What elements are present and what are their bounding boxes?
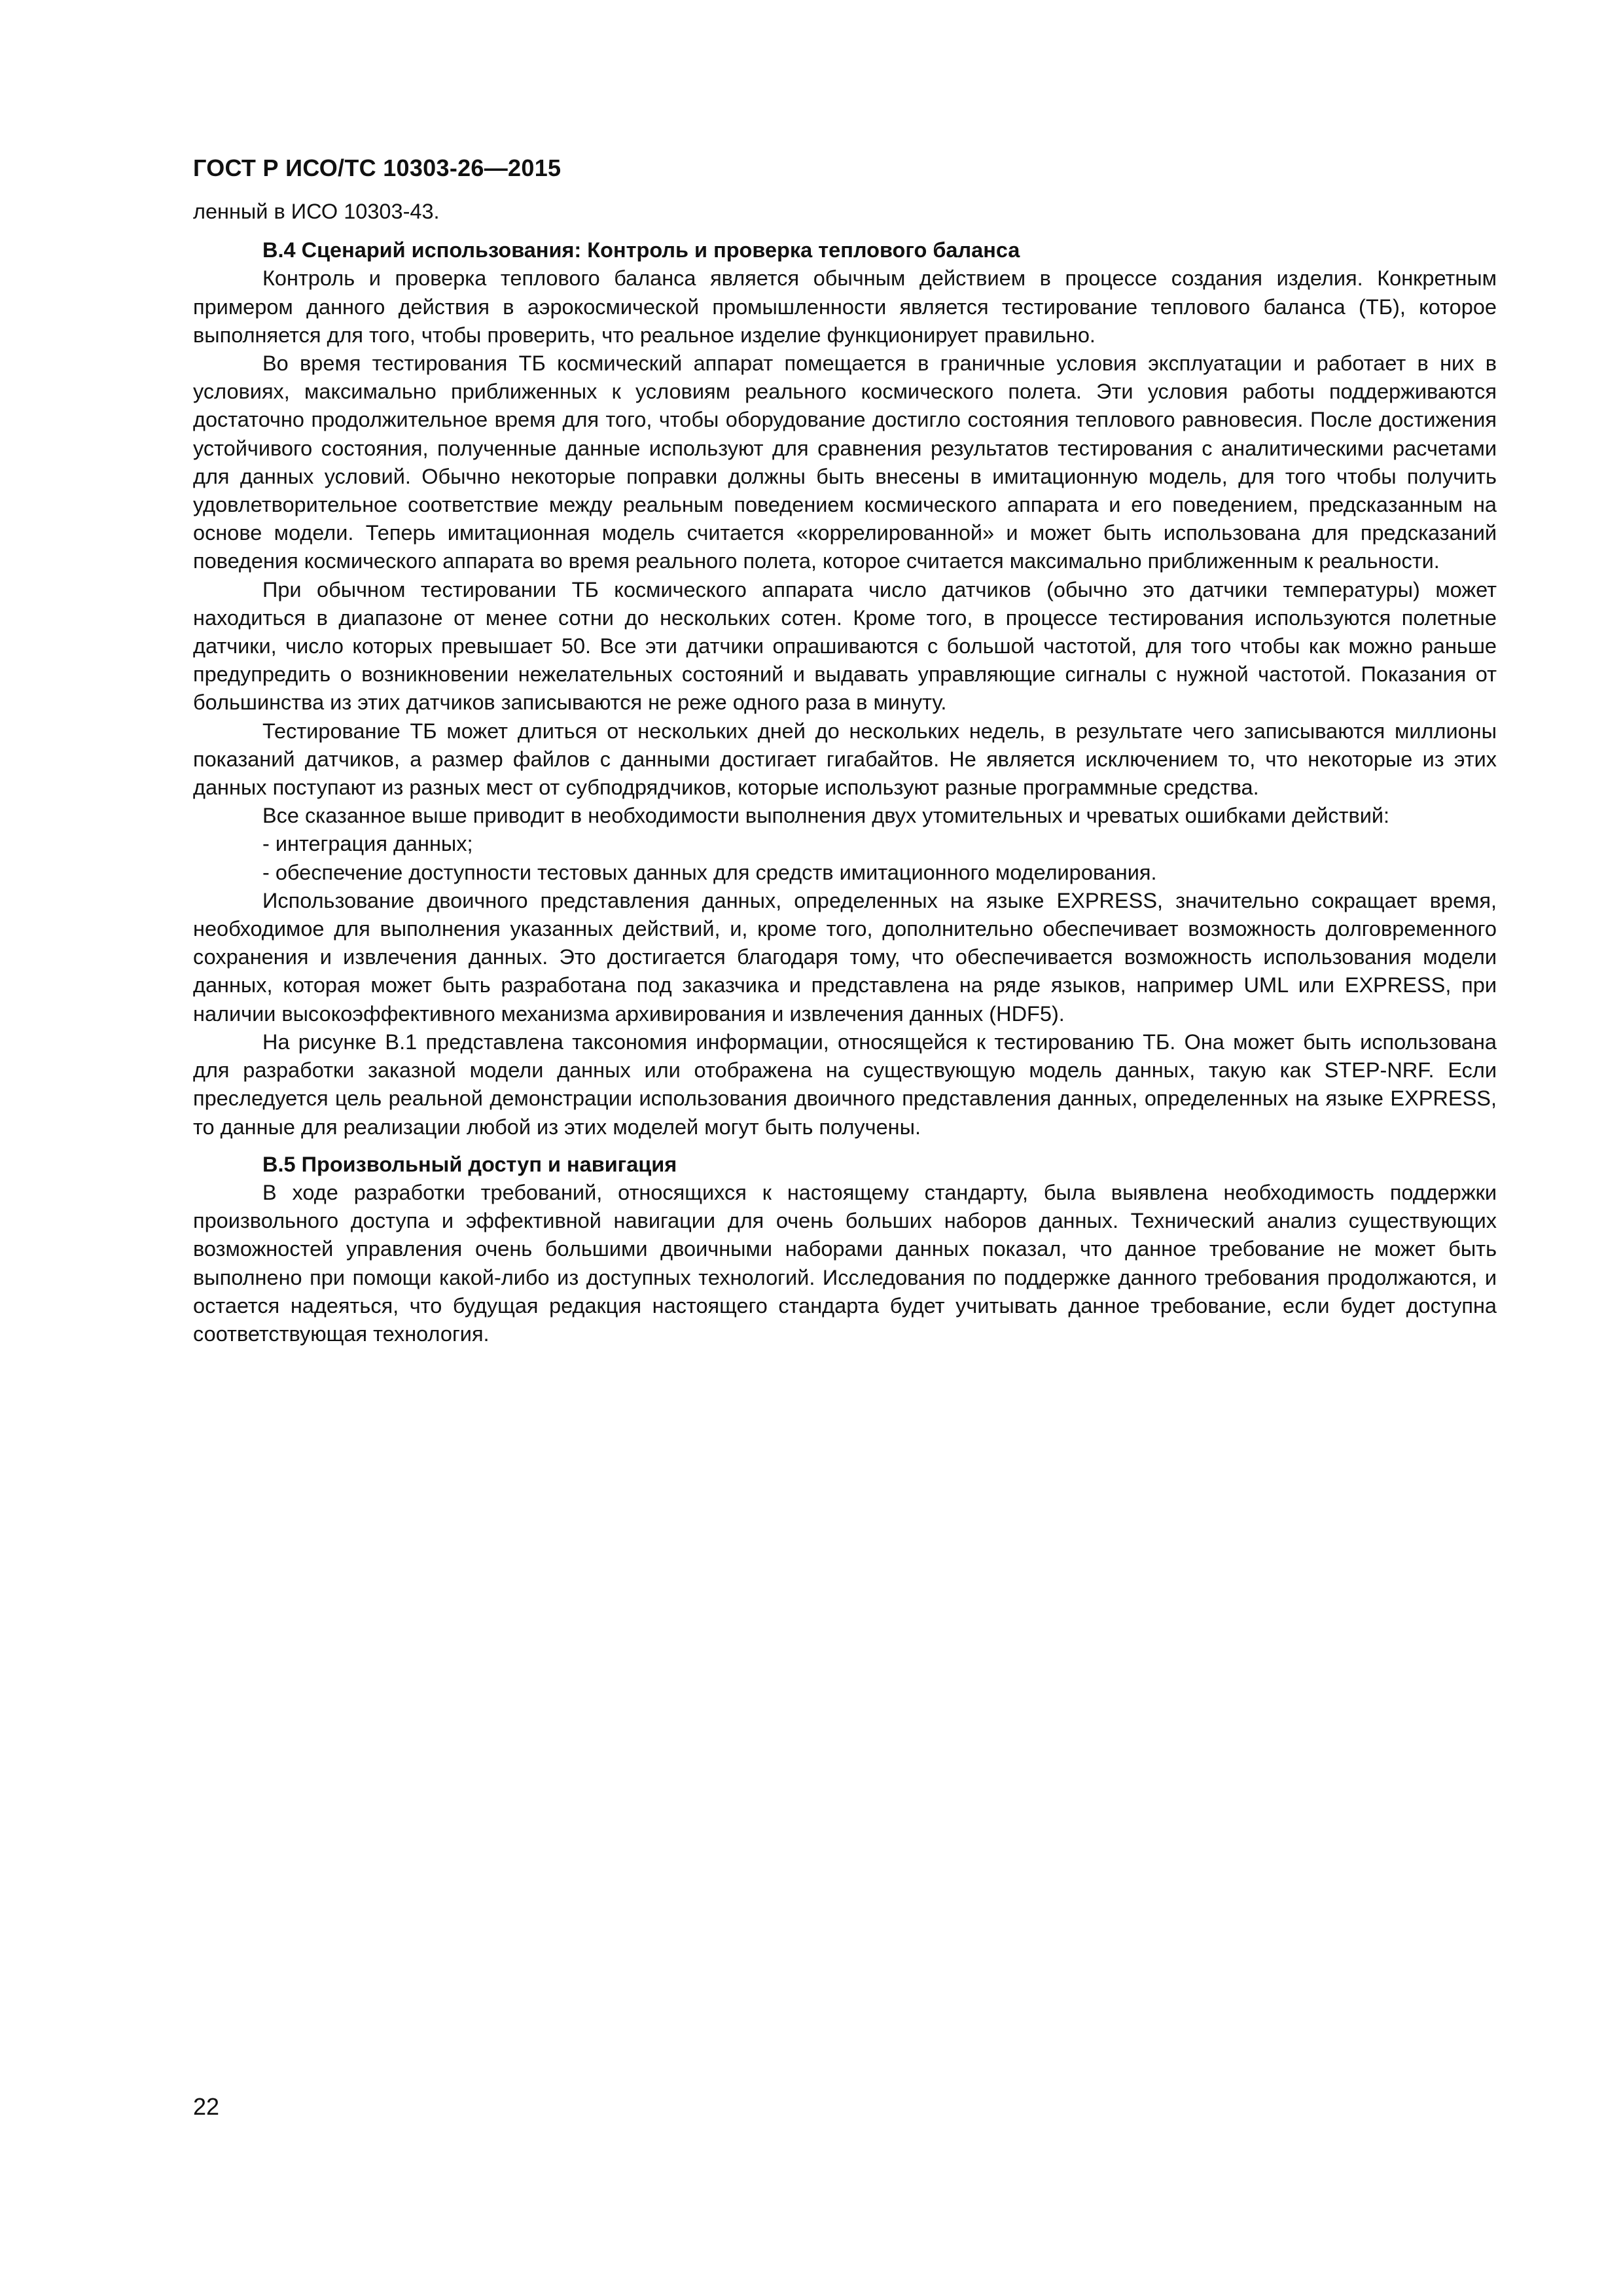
- list-item: - интеграция данных;: [262, 832, 473, 856]
- paragraph: В ходе разработки требований, относящихся к настоящему стандарту, была выявлена необходимость поддержки произвольного доступа и эффективной навигации для очень больших наборов данных. Технический анализ существующих возможностей управления очень большими двоичными наборами данных показал, что данное требование не может быть выполнено при помощи какой-либо из доступных технологий. Исследования по поддержке данного требования продолжаются, и остается надеяться, что будущая редакция настоящего стандарта будет учитывать данное требование, если будет доступна соответствующая технология.: [193, 1180, 1497, 1346]
- paragraph: Все сказанное выше приводит в необходимости выполнения двух утомительных и чреватых ошибками действий:: [262, 804, 1390, 828]
- list-item: - обеспечение доступности тестовых данных для средств имитационного моделирования.: [262, 860, 1157, 884]
- document-header: ГОСТ Р ИСО/ТС 10303-26—2015: [193, 154, 562, 181]
- continuation-text: ленный в ИСО 10303-43.: [193, 200, 440, 223]
- paragraph: Контроль и проверка теплового баланса является обычным действием в процессе создания изделия. Конкретным примером данного действия в аэрокосмической промышленности является тестирование теплового баланса (ТБ), которое выполняется для того, чтобы проверить, что реальное изделие функционирует правильно.: [193, 266, 1497, 347]
- page-number: 22: [193, 2093, 220, 2120]
- section-b5-heading: В.5 Произвольный доступ и навигация: [262, 1152, 677, 1176]
- paragraph: Использование двоичного представления данных, определенных на языке EXPRESS, значительно сокращает время, необходимое для выполнения указанных действий, и, кроме того, дополнительно обеспечивает возможность долговременного сохранения и извлечения данных. Это достигается благодаря тому, что обеспечивается возможность использования модели данных, которая может быть разработана под заказчика и представлена на ряде языков, например UML или EXPRESS, при наличии высокоэффективного механизма архивирования и извлечения данных (HDF5).: [193, 888, 1497, 1026]
- paragraph: Во время тестирования ТБ космический аппарат помещается в граничные условия эксплуатации и работает в них в условиях, максимально приближенных к условиям реального космического полета. Эти условия работы поддерживаются достаточно продолжительное время для того, чтобы оборудование достигло состояния теплового равновесия. После достижения устойчивого состояния, полученные данные используют для сравнения результатов тестирования с аналитическими расчетами для данных условий. Обычно некоторые поправки должны быть внесены в имитационную модель, для того чтобы получить удовлетворительное соответствие между реальным поведением космического аппарата и его поведением, предсказанным на основе модели. Теперь имитационная модель считается «коррелированной» и может быть использована для предсказаний поведения космического аппарата во время реального полета, которое считается максимально приближенным к реальности.: [193, 351, 1497, 573]
- document-body: [193, 198, 1497, 1348]
- section-b4-heading: В.4 Сценарий использования: Контроль и проверка теплового баланса: [262, 238, 1020, 262]
- paragraph: Тестирование ТБ может длиться от нескольких дней до нескольких недель, в результате чего записываются миллионы показаний датчиков, а размер файлов с данными достигает гигабайтов. Не является исключением то, что некоторые из этих данных поступают из разных мест от субподрядчиков, которые используют разные программные средства.: [193, 719, 1497, 800]
- paragraph: При обычном тестировании ТБ космического аппарата число датчиков (обычно это датчики температуры) может находиться в диапазоне от менее сотни до нескольких сотен. Кроме того, в процессе тестирования используются полетные датчики, число которых превышает 50. Все эти датчики опрашиваются с большой частотой, для того чтобы как можно раньше предупредить о возникновении нежелательных состояний и выдавать управляющие сигналы с нужной частотой. Показания от большинства из этих датчиков записываются не реже одного раза в минуту.: [193, 577, 1497, 715]
- paragraph: На рисунке В.1 представлена таксономия информации, относящейся к тестированию ТБ. Она может быть использована для разработки заказной модели данных или отображена на существующую модель данных, такую как STEP-NRF. Если преследуется цель реальной демонстрации использования двоичного представления данных, определенных на языке EXPRESS, то данные для реализации любой из этих моделей могут быть получены.: [193, 1030, 1497, 1139]
